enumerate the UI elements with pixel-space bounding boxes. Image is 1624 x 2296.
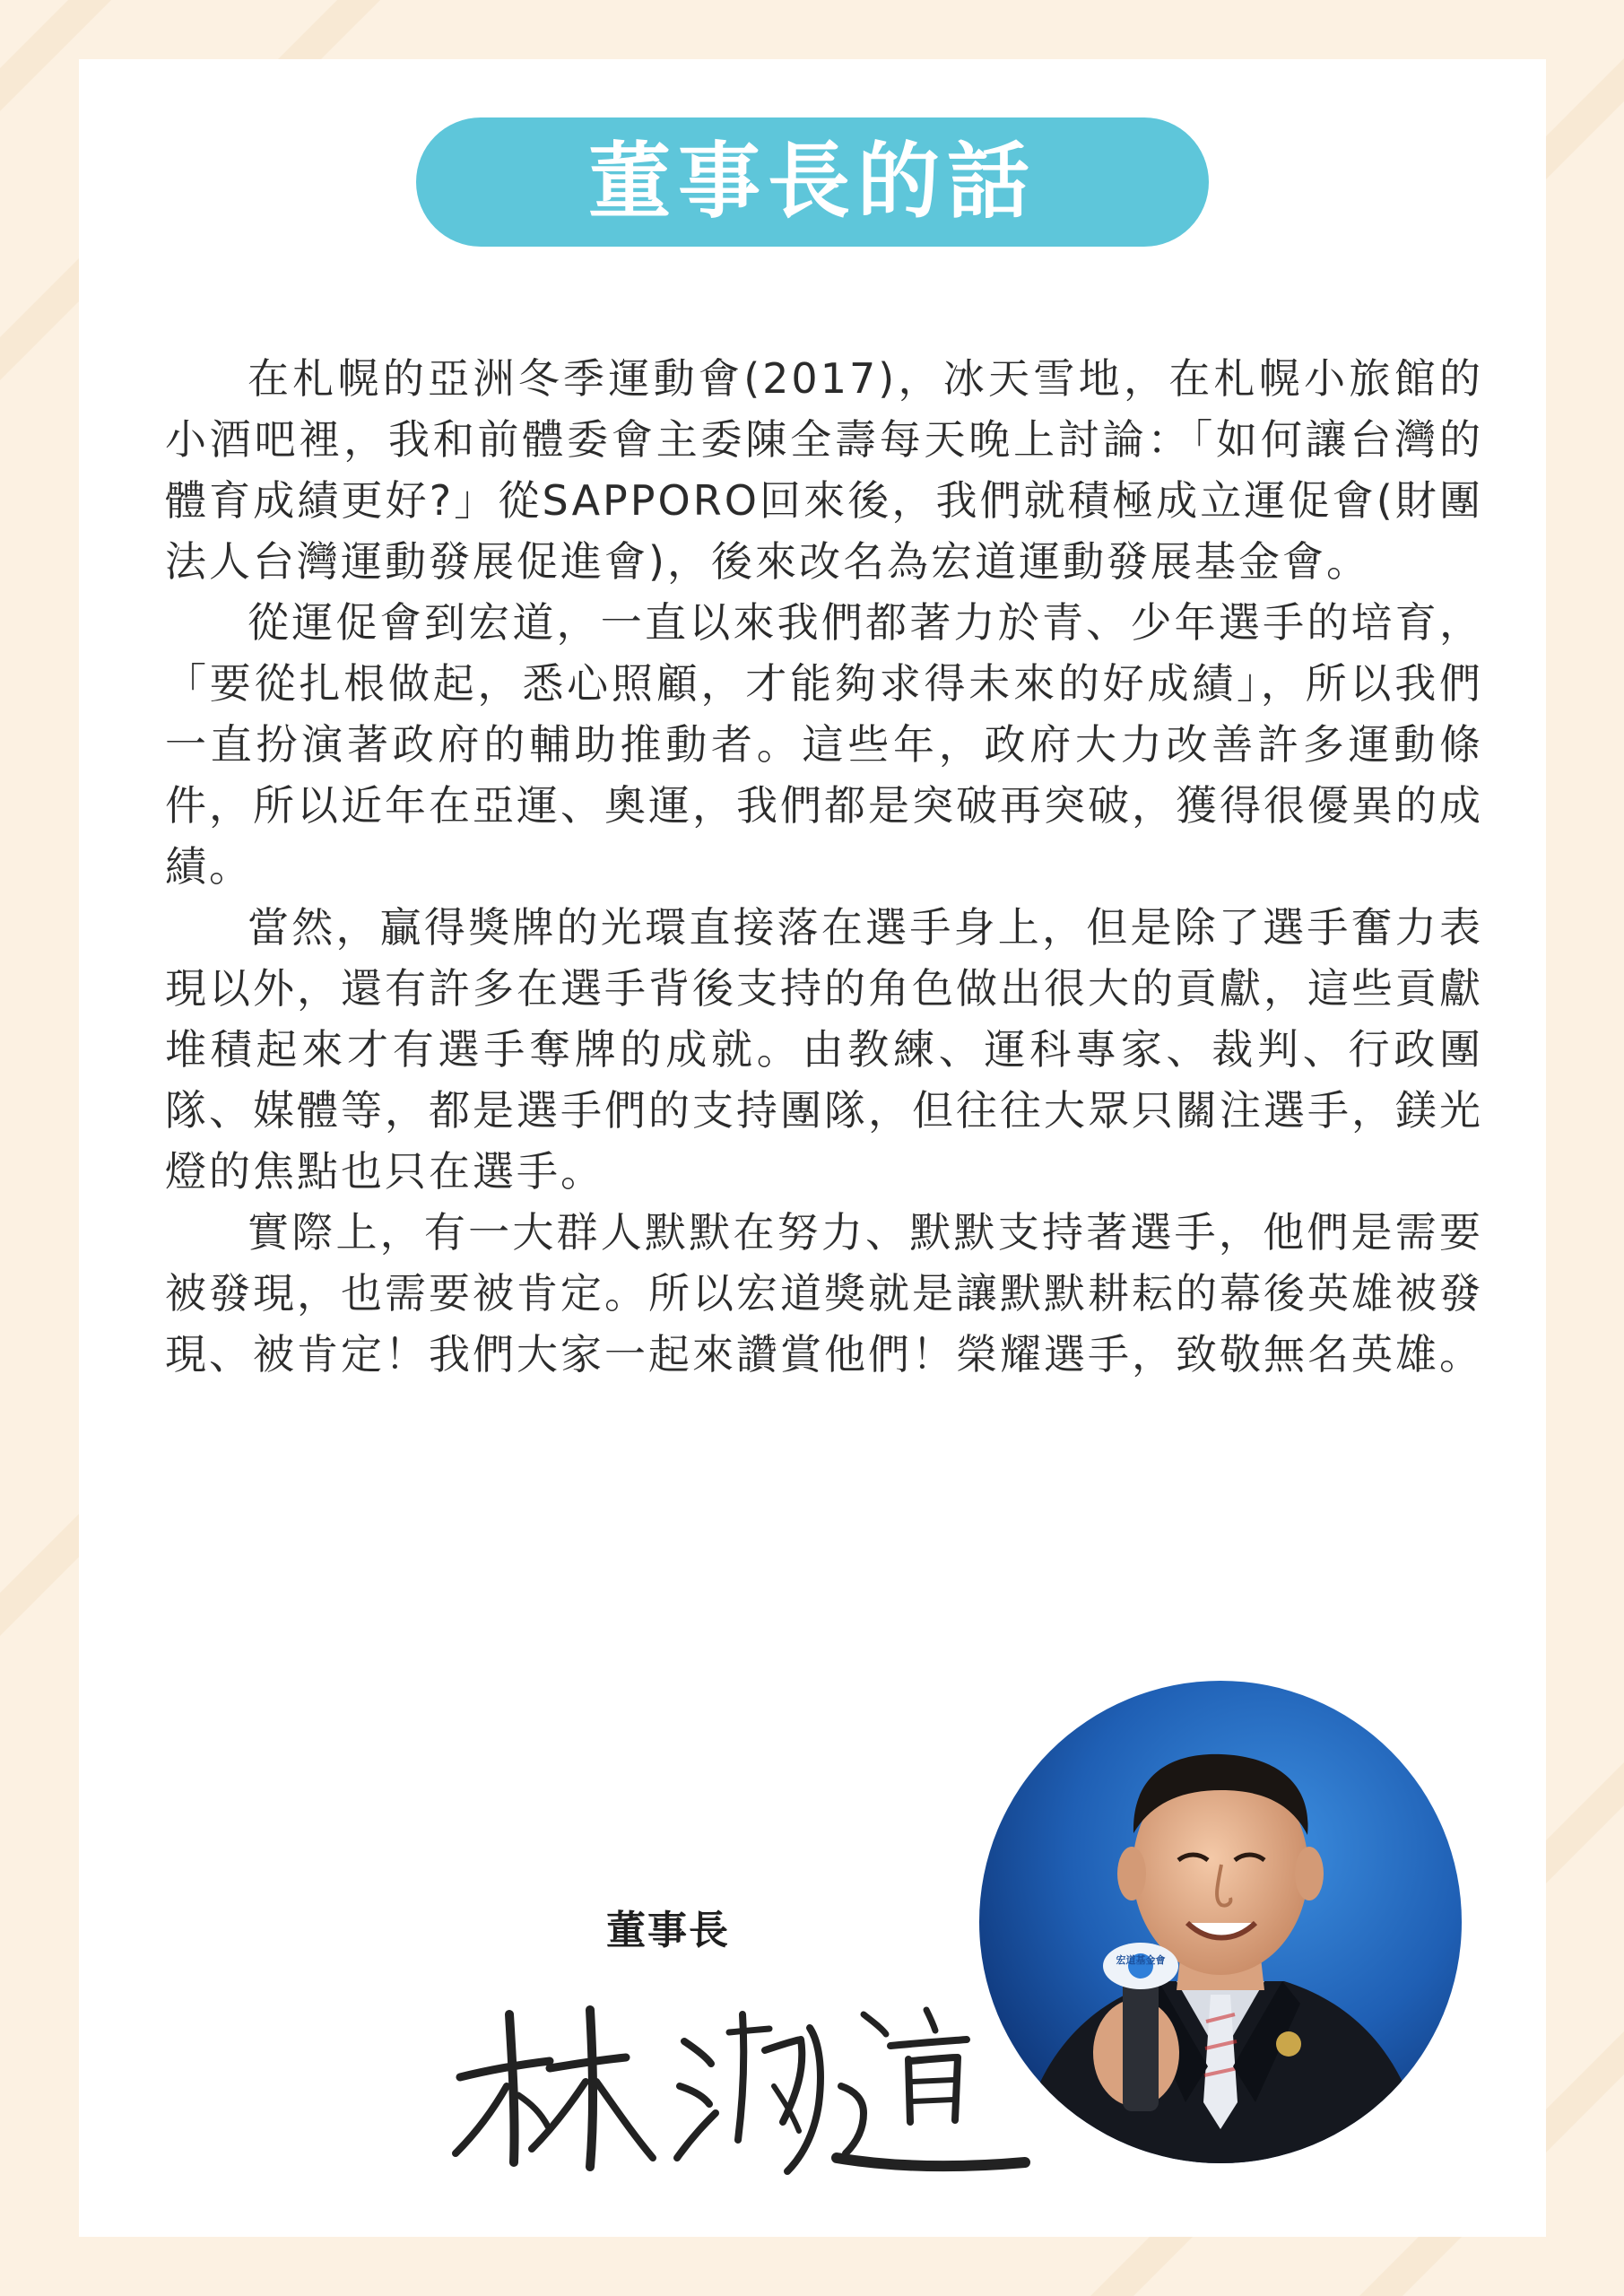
- signature-label: 董事長: [606, 1908, 730, 1953]
- page-card: [79, 59, 1546, 2237]
- paragraph-1: 在札幌的亞洲冬季運動會(2017)，冰天雪地，在札幌小旅館的小酒吧裡，我和前體委會主委陳全壽每天晚上討論：「如何讓台灣的體育成績更好?」從SAPPORO回來後，我們就積極成立運促會(財團法人台灣運動發展促進會)，後來改名為宏道運動發展基金會。: [165, 354, 1483, 586]
- paragraph-2: 從運促會到宏道，一直以來我們都著力於青、少年選手的培育，「要從扎根做起，悉心照顧，才能夠求得未來的好成績」，所以我們一直扮演著政府的輔助推動者。這些年，政府大力改善許多運動條件，所以近年在亞運、奧運，我們都是突破再突破，獲得很優異的成績。: [165, 598, 1483, 891]
- page-title: 董事長的話: [587, 134, 1037, 230]
- paragraph-4: 實際上，有一大群人默默在努力、默默支持著選手，他們是需要被發現，也需要被肯定。所以宏道獎就是讓默默耕耘的幕後英雄被發現、被肯定！我們大家一起來讚賞他們！榮耀選手，致敬無名英雄。: [165, 1208, 1483, 1378]
- handwritten-signature: [442, 1979, 1034, 2185]
- paragraph-3: 當然，贏得獎牌的光環直接落在選手身上，但是除了選手奮力表現以外，還有許多在選手背後支持的角色做出很大的貢獻，這些貢獻堆積起來才有選手奪牌的成就。由教練、運科專家、裁判、行政團隊、媒體等，都是選手們的支持團隊，但往往大眾只關注選手，鎂光燈的焦點也只在選手。: [165, 903, 1483, 1196]
- title-banner: [416, 117, 1209, 247]
- chairman-portrait: [979, 1681, 1462, 2163]
- mic-badge-text: 宏道基金會: [1116, 1954, 1166, 1966]
- message-body: [165, 348, 1483, 1385]
